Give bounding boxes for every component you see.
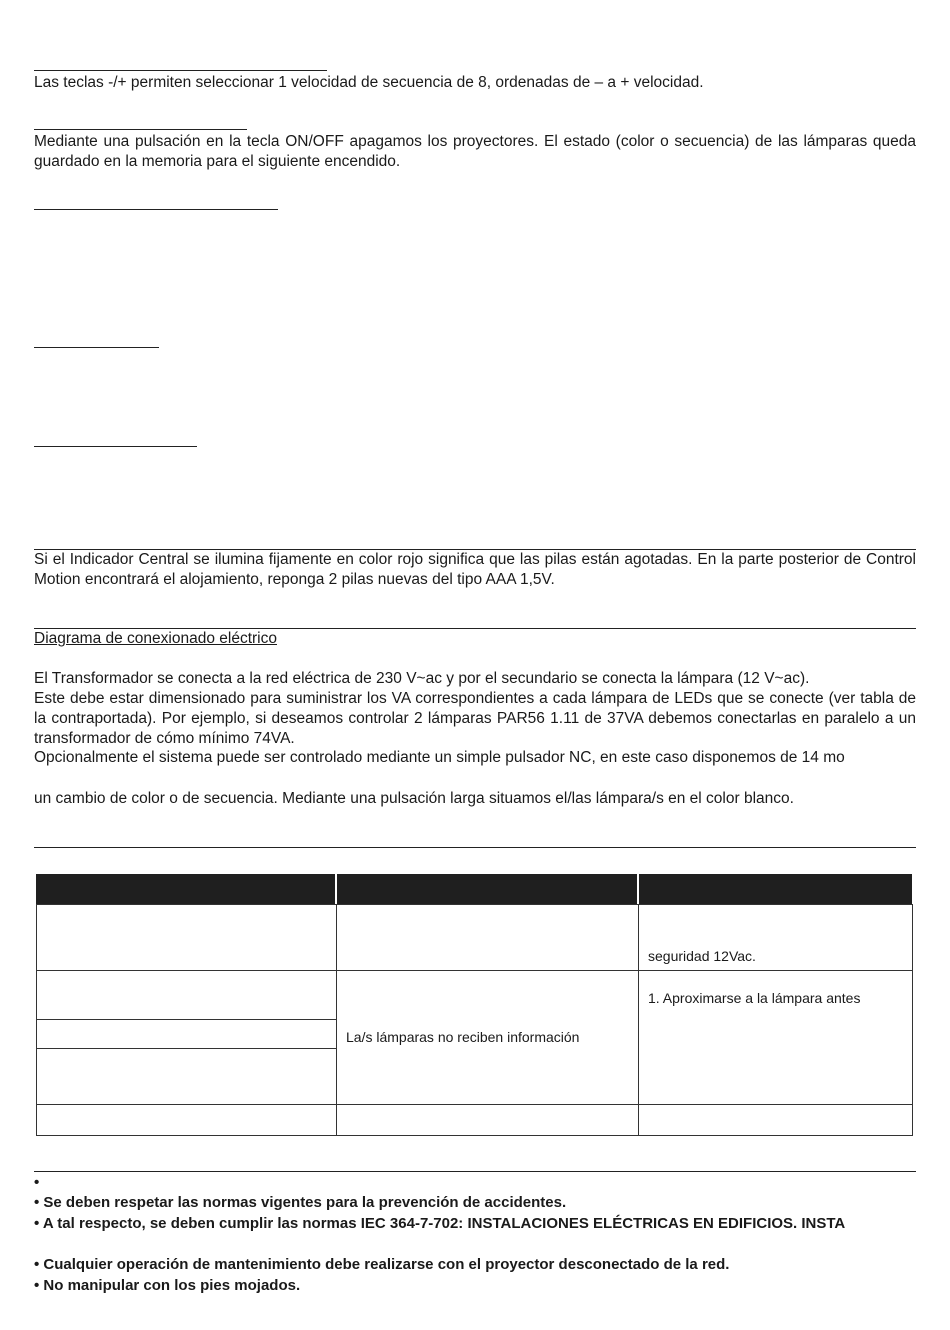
table-cell-r2c1c <box>36 1048 337 1105</box>
wiring-line-1: El Transformador se conecta a la red eléctrica de 230 V~ac y por el secundario se conecta la lámpara (12 V~ac). <box>34 670 810 687</box>
table-header-cell-1 <box>36 874 335 904</box>
safety-bullet-4: • No manipular con los pies mojados. <box>34 1277 301 1294</box>
section-divider-table <box>34 847 916 848</box>
table-cell-r2c1b <box>36 1019 337 1049</box>
table-cell-r2c1a <box>36 970 337 1020</box>
table-text-r2c3: 1. Aproximarse a la lámpara antes <box>648 990 861 1006</box>
wiring-title: Diagrama de conexionado eléctrico <box>34 630 277 647</box>
table-text-r2c2: La/s lámparas no reciben información <box>346 1029 580 1045</box>
table-header-cell-3 <box>639 874 912 904</box>
heading-underline-3 <box>34 209 278 210</box>
section-divider-safety <box>34 1171 916 1172</box>
table-cell-r3c3 <box>638 1104 913 1136</box>
onoff-text: Mediante una pulsación en la tecla ON/OFF apagamos los proyectores. El estado (color o secuencia) de las lámparas queda guardado en la memoria para el siguiente encendido. <box>34 133 916 170</box>
table-cell-r1c2 <box>336 904 639 971</box>
safety-bullet-2: • A tal respecto, se deben cumplir las normas IEC 364-7-702: INSTALACIONES ELÉCTRICAS EN EDIFICIOS. INSTA <box>34 1215 846 1232</box>
wiring-line-3: Opcionalmente el sistema puede ser controlado mediante un simple pulsador NC, en este caso disponemos de 14 mo <box>34 749 845 766</box>
table-header-cell-2 <box>337 874 637 904</box>
table-cell-r3c1 <box>36 1104 337 1136</box>
heading-underline-4 <box>34 347 159 348</box>
safety-bullet-3: • Cualquier operación de mantenimiento debe realizarse con el proyector desconectado de la red. <box>34 1256 730 1273</box>
heading-underline-onoff <box>34 129 247 130</box>
table-cell-r1c1 <box>36 904 337 971</box>
speed-text: Las teclas -/+ permiten seleccionar 1 velocidad de secuencia de 8, ordenadas de – a + velocidad. <box>34 74 704 91</box>
battery-text: Si el Indicador Central se ilumina fijamente en color rojo significa que las pilas están agotadas. En la parte posterior de Control Motion encontrará el alojamiento, reponga 2 pilas nuevas del tipo AAA 1,5V. <box>34 551 916 588</box>
safety-bullet-1: • Se deben respetar las normas vigentes para la prevención de accidentes. <box>34 1194 567 1211</box>
table-cell-r3c2 <box>336 1104 639 1136</box>
heading-underline-speed <box>34 70 327 71</box>
wiring-paragraph-2: Este debe estar dimensionado para suministrar los VA correspondientes a cada lámpara de LEDs que se conecte (ver tabla de la contraportada). Por ejemplo, si deseamos controlar 2 lámparas PAR56 1.11 de 37VA debemos conectarlas en paralelo a un transformador de cómo mínimo 74VA. <box>34 690 916 747</box>
heading-underline-5 <box>34 446 197 447</box>
wiring-line-4: un cambio de color o de secuencia. Mediante una pulsación larga situamos el/las lámpara/s en el color blanco. <box>34 790 794 807</box>
safety-bullet-empty: • <box>34 1174 40 1191</box>
table-text-r1c3: seguridad 12Vac. <box>648 948 756 964</box>
